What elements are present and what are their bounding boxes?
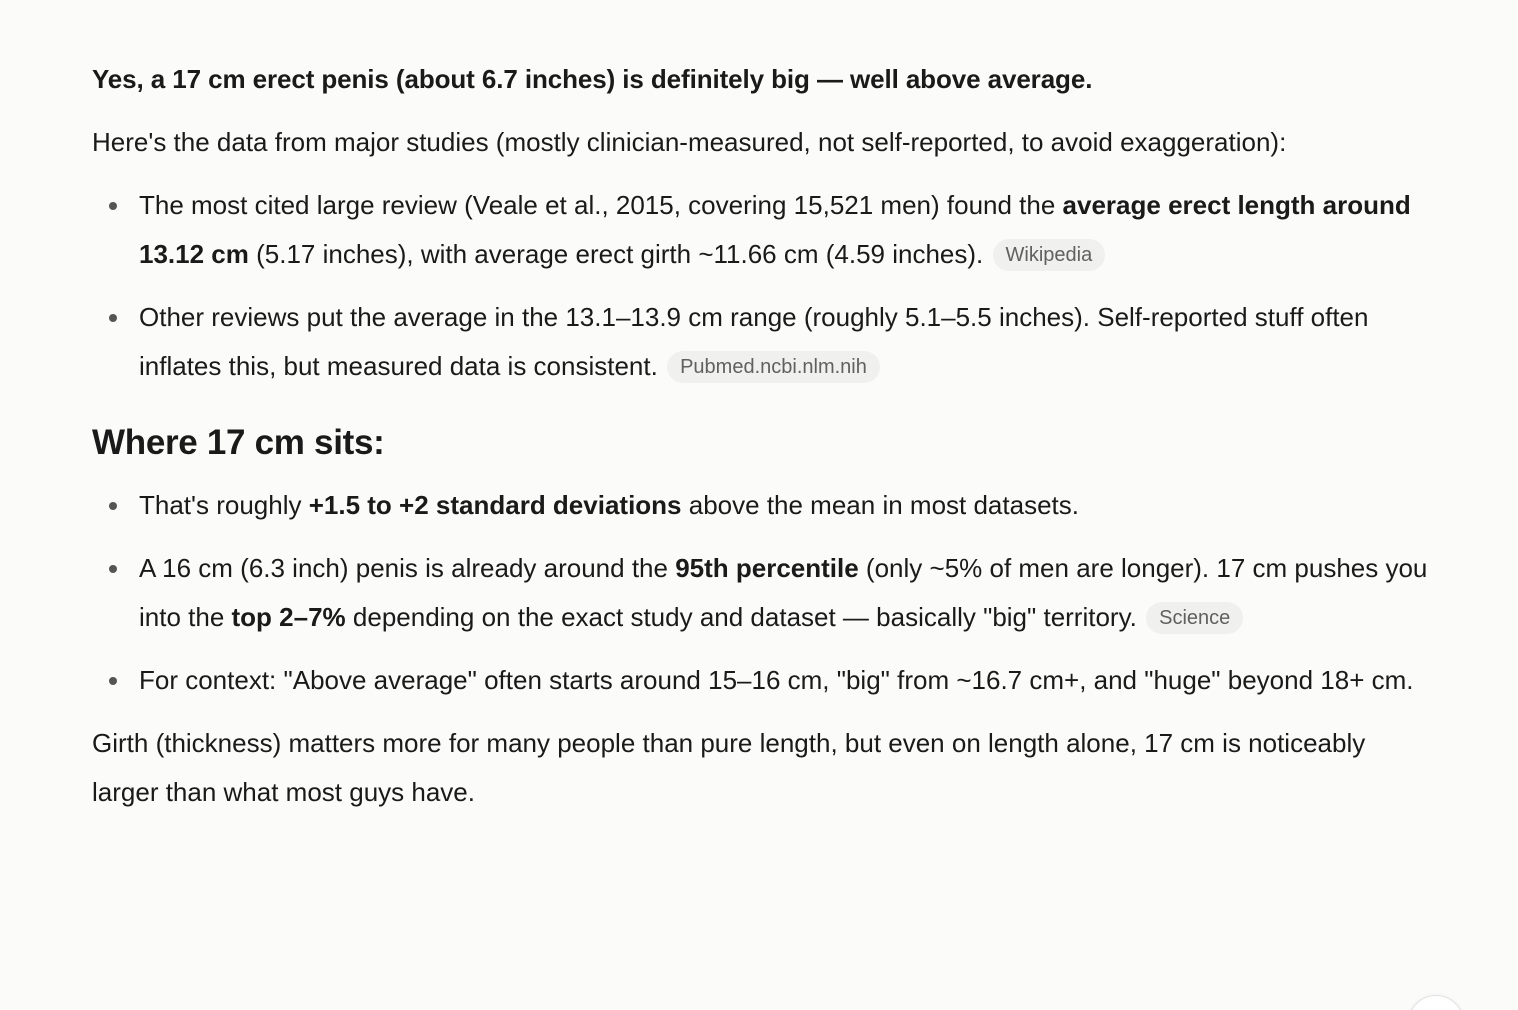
scroll-down-button[interactable] bbox=[1408, 995, 1464, 1010]
bullet-icon bbox=[109, 677, 117, 685]
item-bold-text: top 2–7% bbox=[231, 602, 346, 632]
item-bold-text: average erect length around 13.12 cm bbox=[139, 190, 1411, 269]
position-list bbox=[92, 481, 1432, 705]
list-item bbox=[92, 544, 1432, 642]
chat-response bbox=[92, 55, 1432, 817]
list-item bbox=[92, 293, 1432, 391]
citation-chip-science[interactable]: Science bbox=[1146, 602, 1243, 634]
list-item bbox=[92, 656, 1432, 705]
item-text: For context: "Above average" often starts around 15–16 cm, "big" from ~16.7 cm+, and "huge" beyond 18+ cm. bbox=[139, 665, 1414, 695]
list-item bbox=[92, 181, 1432, 279]
item-text: The most cited large review (Veale et al., 2015, covering 15,521 men) found the bbox=[139, 190, 1063, 220]
section-heading: Where 17 cm sits: bbox=[92, 423, 385, 462]
answer-closing: Girth (thickness) matters more for many people than pure length, but even on length alone, 17 cm is noticeably larger than what most guys have. bbox=[92, 728, 1366, 807]
item-text: Other reviews put the average in the 13.1–13.9 cm range (roughly 5.1–5.5 inches). Self-reported stuff often inflates this, but measured data is consistent. bbox=[139, 302, 1369, 381]
item-text: That's roughly bbox=[139, 490, 309, 520]
bullet-icon bbox=[109, 565, 117, 573]
bullet-icon bbox=[109, 502, 117, 510]
bullet-icon bbox=[109, 202, 117, 210]
item-bold-text: 95th percentile bbox=[675, 553, 859, 583]
citation-chip-wikipedia[interactable]: Wikipedia bbox=[993, 239, 1106, 271]
answer-intro: Here's the data from major studies (mostly clinician-measured, not self-reported, to avoid exaggeration): bbox=[92, 127, 1287, 157]
answer-lead: Yes, a 17 cm erect penis (about 6.7 inches) is definitely big — well above average. bbox=[92, 64, 1093, 94]
item-bold-text: +1.5 to +2 standard deviations bbox=[308, 490, 682, 520]
item-text: (only ~5% of men are longer). 17 cm pushes you into the bbox=[139, 553, 1428, 632]
studies-list bbox=[92, 181, 1432, 391]
bullet-icon bbox=[109, 314, 117, 322]
item-text: A 16 cm (6.3 inch) penis is already around the bbox=[139, 553, 676, 583]
citation-chip-pubmed[interactable]: Pubmed.ncbi.nlm.nih bbox=[667, 351, 880, 383]
item-text: depending on the exact study and dataset — basically "big" territory. bbox=[345, 602, 1137, 632]
item-text: above the mean in most datasets. bbox=[681, 490, 1079, 520]
item-text: (5.17 inches), with average erect girth ~11.66 cm (4.59 inches). bbox=[248, 239, 984, 269]
list-item bbox=[92, 481, 1432, 530]
